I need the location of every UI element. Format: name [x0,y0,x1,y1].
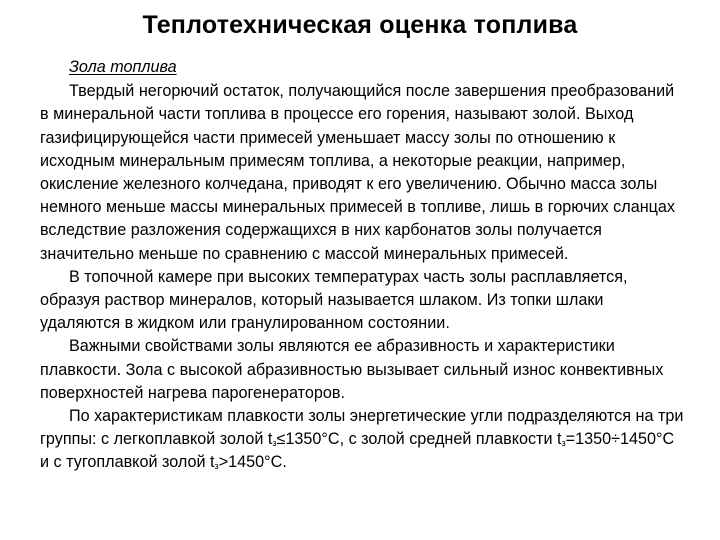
fusibility-text-1: По характеристикам плавкости золы энергетические угли подразделяются на три группы: с легкоплавкой золой t [40,407,684,449]
section-subtitle: Зола топлива [69,58,177,76]
fusibility-text-4: >1450°С. [218,453,287,472]
fusibility-text-2: ≤1350°С, с золой средней плавкости t [276,430,562,449]
fusibility-text-3: =1350÷1450°С и с тугоплавкой золой t [40,430,675,472]
subscript-z-1: з [272,438,277,449]
paragraph-fusibility-groups [40,405,686,475]
slide-body [40,56,686,475]
paragraph-ash-properties: Важными свойствами золы являются ее абразивность и характеристики плавкости. Зола с высокой абразивностью вызывает сильный износ конвективных поверхностей нагрева парогенераторов. [40,337,664,402]
slide-title: Теплотехническая оценка топлива [142,11,578,39]
subscript-z-2: з [561,438,566,449]
paragraph-slag: В топочной камере при высоких температурах часть золы расплавляется, образуя раствор минералов, который называется шлаком. Из топки шлаки удаляются в жидком или гранулированном состоянии. [40,267,628,333]
subscript-z-3: з [214,461,219,472]
paragraph-ash-definition: Твердый негорючий остаток, получающийся после завершения преобразований в минеральной части топлива в процессе его горения, называют золой. Выход газифицирующейся части примесей уменьшает массу золы по отношению к исходным минеральным примесям топлива, а некоторые реакции, например, окисление железного колчедана, приводят к его увеличению. Обычно масса золы немного меньше массы минеральных примесей в топливе, лишь в горючих сланцах вследствие разложения содержащихся в них карбонатов золы получается значительно меньше по сравнению с массой минеральных примесей. [40,82,676,263]
